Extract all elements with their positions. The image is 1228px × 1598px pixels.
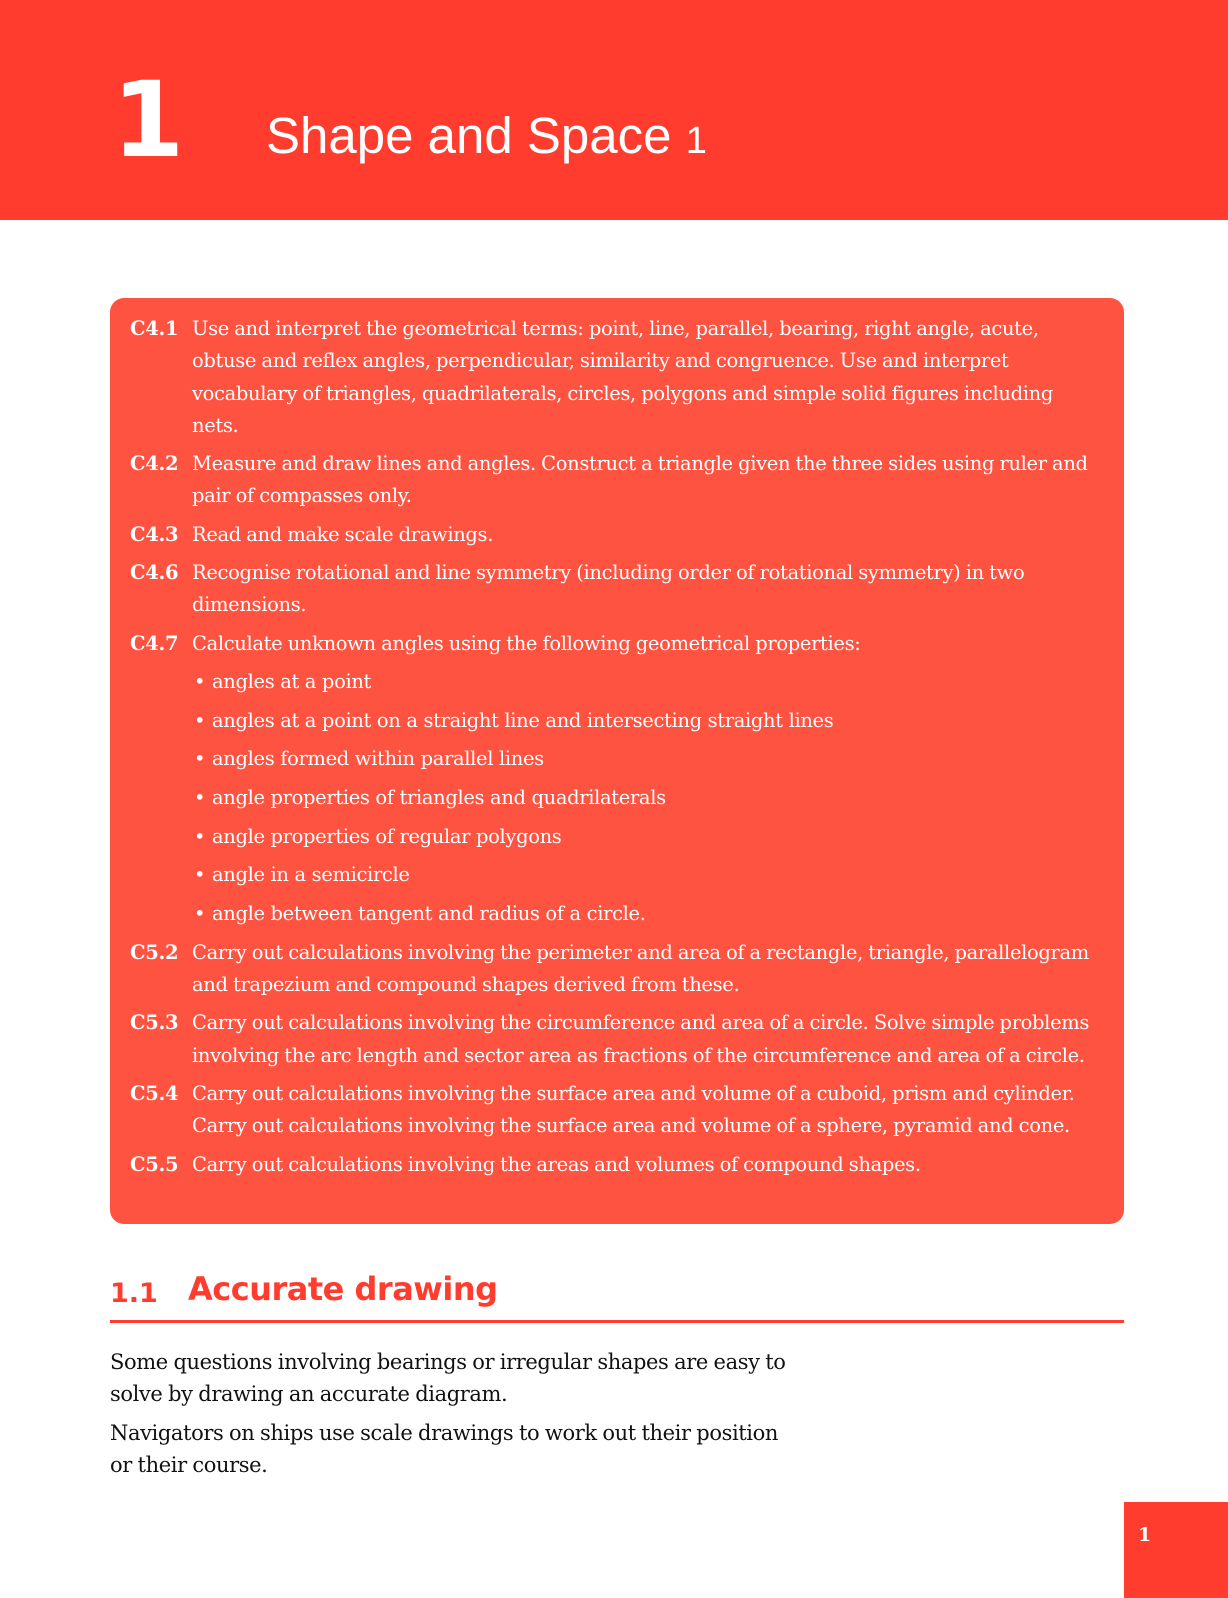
objective-code: C4.6: [130, 561, 179, 585]
objective-text: Carry out calculations involving the perimeter and area of a rectangle, triangle, parallelogram and trapezium and compound shapes derived from these.: [192, 940, 1089, 997]
paragraph: Navigators on ships use scale drawings to work out their position or their course.: [110, 1421, 778, 1477]
objective-code: C4.3: [130, 522, 179, 546]
objective-item: [130, 628, 1104, 660]
bullet-icon: •: [194, 902, 206, 926]
syllabus-objectives-box: [110, 298, 1124, 1224]
objective-item: [130, 557, 1104, 622]
list-item: [192, 821, 1104, 853]
list-item-text: angle properties of regular polygons: [212, 824, 562, 848]
objective-code: C4.7: [130, 631, 179, 655]
objective-text: Carry out calculations involving the surface area and volume of a cuboid, prism and cylinder. Carry out calculations involving the surface area and volume of a sphere, pyramid and cone.: [192, 1081, 1075, 1138]
objective-text: Carry out calculations involving the areas and volumes of compound shapes.: [192, 1152, 921, 1176]
objective-text: Measure and draw lines and angles. Construct a triangle given the three sides using ruler and pair of compasses only.: [192, 452, 1088, 508]
objective-item: [130, 937, 1104, 1002]
bullet-icon: •: [194, 824, 206, 848]
bullet-icon: •: [194, 747, 206, 771]
page-number-tab: [1124, 1502, 1228, 1598]
list-item-text: angles formed within parallel lines: [212, 747, 544, 771]
section-number: 1.1: [110, 1278, 158, 1309]
list-item: [192, 743, 1104, 775]
chapter-title: [266, 107, 707, 164]
chapter-number: 1: [112, 59, 183, 181]
list-item-text: angle in a semicircle: [212, 863, 410, 887]
objective-code: C4.2: [130, 452, 179, 476]
angle-properties-list: [130, 666, 1104, 930]
objective-item: [130, 1007, 1104, 1072]
objective-item: [130, 1078, 1104, 1143]
body-text: [110, 1346, 790, 1488]
chapter-banner: [0, 0, 1228, 220]
objective-item: [130, 313, 1104, 442]
list-item-text: angles at a point on a straight line and intersecting straight lines: [212, 708, 834, 732]
list-item: [192, 666, 1104, 698]
objective-code: C4.1: [130, 317, 179, 340]
section-title: Accurate drawing: [188, 1270, 498, 1308]
list-item: [192, 782, 1104, 814]
list-item-text: angles at a point: [212, 669, 372, 693]
objective-item: [130, 519, 1104, 551]
chapter-title-text: Shape and Space: [266, 107, 672, 164]
objective-code: C5.5: [130, 1152, 179, 1176]
bullet-icon: •: [194, 669, 206, 693]
bullet-icon: •: [194, 786, 206, 810]
objective-code: C5.4: [130, 1081, 179, 1105]
objective-text: Read and make scale drawings.: [192, 522, 494, 546]
objective-code: C5.3: [130, 1011, 179, 1035]
objective-item: [130, 448, 1104, 513]
objective-text: Use and interpret the geometrical terms: point, line, parallel, bearing, right angle, acute, obtuse and reflex angles, perpendicular, similarity and congruence. Use and interpret vocabulary of triangles, quadrilaterals, circles, polygons and simple solid figures including nets.: [192, 317, 1053, 437]
page-number: 1: [1138, 1524, 1152, 1546]
bullet-icon: •: [194, 863, 206, 887]
list-item-text: angle properties of triangles and quadrilaterals: [212, 786, 666, 810]
objective-text: Calculate unknown angles using the following geometrical properties:: [192, 631, 861, 655]
list-item: [192, 898, 1104, 930]
objective-text: Recognise rotational and line symmetry (including order of rotational symmetry) in two dimensions.: [192, 561, 1025, 617]
list-item-text: angle between tangent and radius of a circle.: [212, 902, 646, 926]
section-heading: [110, 1270, 1124, 1323]
objective-item: [130, 1149, 1104, 1181]
objective-text: Carry out calculations involving the circumference and area of a circle. Solve simple problems involving the arc length and sector area as fractions of the circumference and area of a circle.: [192, 1011, 1090, 1067]
list-item: [192, 705, 1104, 737]
paragraph: Some questions involving bearings or irregular shapes are easy to solve by drawing an accurate diagram.: [110, 1350, 786, 1406]
bullet-icon: •: [194, 708, 206, 732]
objective-code: C5.2: [130, 940, 179, 964]
chapter-title-number: 1: [685, 120, 707, 162]
list-item: [192, 859, 1104, 891]
